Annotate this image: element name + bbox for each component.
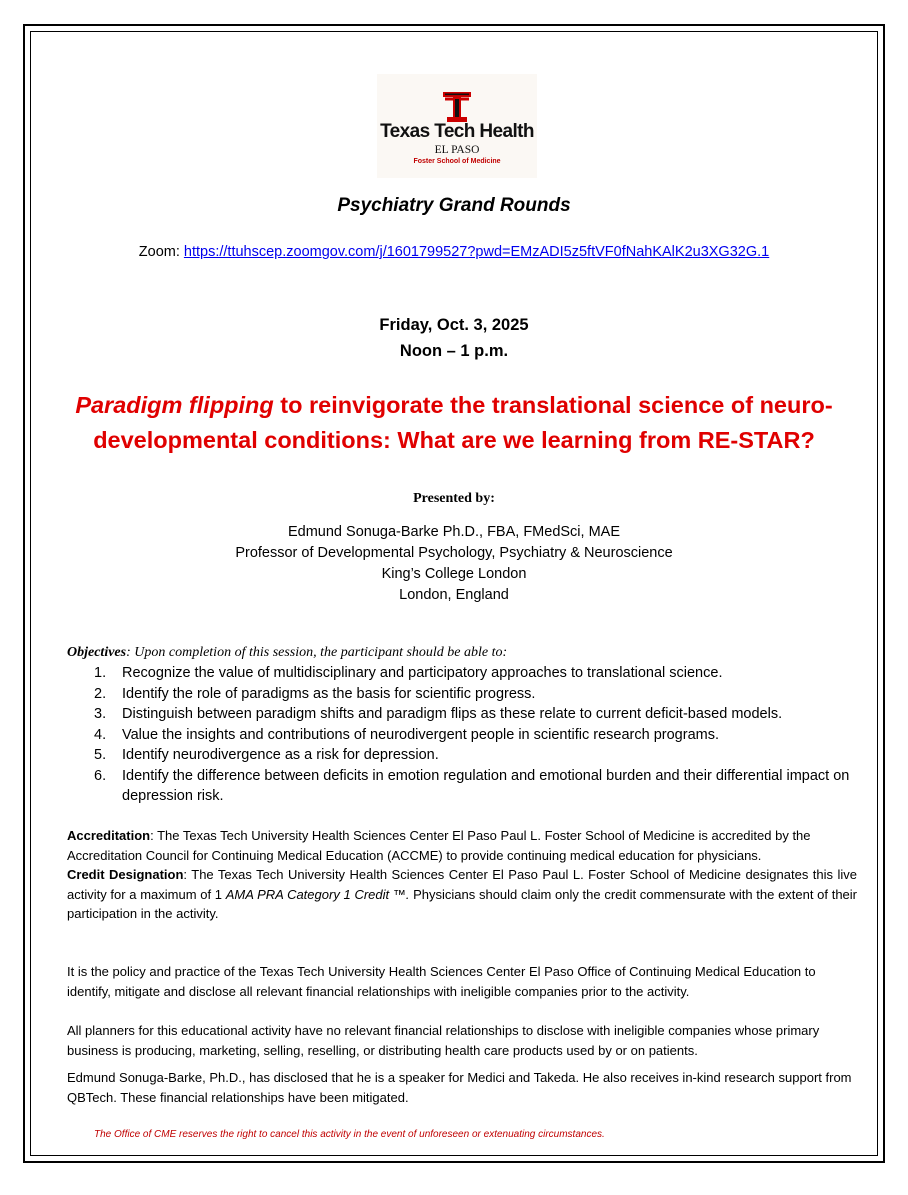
list-item: 5. Identify neurodivergence as a risk for depression. <box>94 747 439 763</box>
objectives-intro-text: : Upon completion of this session, the participant should be able to: <box>126 645 508 660</box>
zoom-label: Zoom: <box>138 244 180 260</box>
list-item: 2. Identify the role of paradigms as the basis for scientific progress. <box>94 685 536 702</box>
texas-tech-logo <box>377 74 537 178</box>
zoom-line <box>30 244 878 260</box>
talk-title-italic: Paradigm flipping <box>75 392 274 418</box>
accreditation-label: Accreditation <box>67 828 151 843</box>
credit-text-after: Physicians should claim only the credit commensurate with the extent of their participation in the activity. <box>67 886 858 921</box>
double-t-logo-icon <box>443 92 471 122</box>
planners-paragraph: All planners for this educational activity have no relevant financial relationships to disclose with ineligible companies whose primary business is producing, marketing, selling, reselling, or distributing health care products used by or on patients. <box>67 1023 820 1058</box>
presented-by-heading: Presented by: <box>413 491 495 506</box>
objectives-label: Objectives <box>67 645 127 660</box>
objectives-list <box>67 663 857 807</box>
list-item: 4. Value the insights and contributions of neurodivergent people in scientific research programs. <box>94 726 719 743</box>
event-datetime <box>30 312 878 364</box>
accreditation-block <box>67 826 857 924</box>
logo-school-text: Foster School of Medicine <box>413 158 501 165</box>
credit-text-italic: AMA PRA Category 1 Credit ™. <box>225 886 410 902</box>
cancel-notice: The Office of CME reserves the right to cancel this activity in the event of unforeseen or extenuating circumstances. <box>94 1129 605 1140</box>
logo-sub-text: EL PASO <box>434 144 480 156</box>
disclosure-paragraph: Edmund Sonuga-Barke, Ph.D., has disclosed that he is a speaker for Medici and Takeda. He also receives in-kind research support from QBTech. These financial relationships have been mitigated. <box>67 1070 852 1105</box>
zoom-link[interactable]: https://ttuhscep.zoomgov.com/j/1601799527?pwd=EMzADI5z5ftVF0fNahKAlK2u3XG32G.1 <box>183 244 770 260</box>
credit-text-before: : The Texas Tech University Health Sciences Center El Paso Paul L. Foster School of Medicine designates this live activity for a maximum of 1 <box>67 867 857 902</box>
event-time: Noon – 1 p.m. <box>399 342 509 360</box>
speaker-role: Professor of Developmental Psychology, Psychiatry & Neuroscience <box>235 545 673 561</box>
speaker-location: London, England <box>399 587 509 603</box>
accreditation-paragraph <box>67 826 857 865</box>
list-item: 6. Identify the difference between deficits in emotion regulation and emotional burden and their differential impact on depression risk. <box>94 767 850 804</box>
event-date: Friday, Oct. 3, 2025 <box>379 316 529 334</box>
policy-paragraph: It is the policy and practice of the Texas Tech University Health Sciences Center El Paso Office of Continuing Medical Education to identify, mitigate and disclose all relevant financial relationships with ineligible companies prior to the activity. <box>67 964 816 999</box>
talk-title-line1: to reinvigorate the translational science of neuro- <box>273 392 833 418</box>
talk-title <box>50 388 858 458</box>
list-item: 1. Recognize the value of multidisciplinary and participatory approaches to translational science. <box>94 665 723 681</box>
series-title: Psychiatry Grand Rounds <box>337 195 571 216</box>
talk-title-line2: developmental conditions: What are we learning from RE-STAR? <box>93 427 815 453</box>
accreditation-text: : The Texas Tech University Health Sciences Center El Paso Paul L. Foster School of Medicine is accredited by the Accreditation Council for Continuing Medical Education (ACCME) to provide continuing medical education for physicians. <box>67 828 811 863</box>
credit-label: Credit Designation <box>67 867 184 882</box>
credit-paragraph <box>67 865 857 924</box>
speaker-name: Edmund Sonuga-Barke Ph.D., FBA, FMedSci, MAE <box>287 524 621 540</box>
objectives-intro <box>67 645 857 661</box>
logo-main-text: Texas Tech Health <box>380 121 534 142</box>
speaker-institution: King’s College London <box>381 566 527 582</box>
speaker-block <box>30 522 878 606</box>
list-item: 3. Distinguish between paradigm shifts and paradigm flips as these relate to current deficit-based models. <box>94 706 783 722</box>
